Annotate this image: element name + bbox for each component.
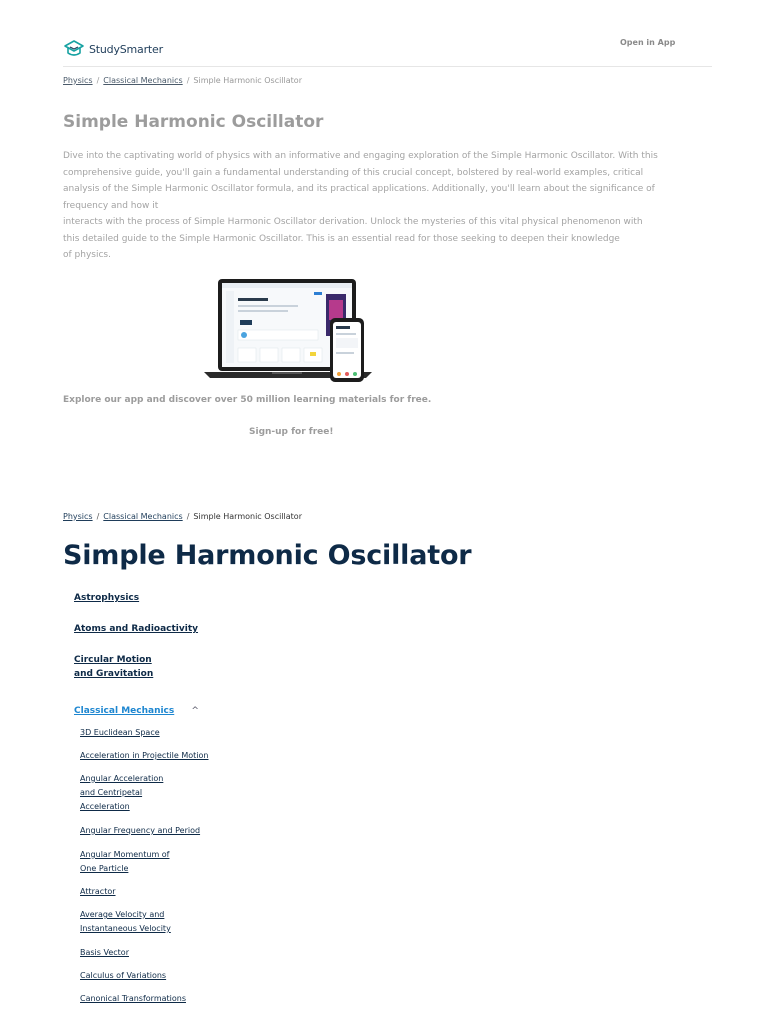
subtopic-label: and Centripetal: [80, 788, 143, 797]
breadcrumb-separator: /: [186, 512, 190, 521]
subtopic-label: Attractor: [80, 887, 116, 896]
subtopic-label: Instantaneous Velocity: [80, 924, 171, 933]
breadcrumb-separator: /: [96, 76, 100, 85]
subtopic-label: One Particle: [80, 864, 129, 873]
topic-label: Atoms and Radioactivity: [74, 624, 199, 634]
breadcrumb-separator: /: [186, 76, 190, 85]
topic-label: Astrophysics: [74, 593, 140, 603]
intro-line: comprehensive guide, you'll gain a fundamental understanding of this crucial concept, bolstered by real-world examples, critical: [63, 167, 644, 178]
topic-circular-motion[interactable]: [74, 653, 153, 681]
subtopic-label: 3D Euclidean Space: [80, 728, 160, 737]
subtopic-label: Acceleration: [80, 802, 130, 811]
subtopic-angular-acceleration[interactable]: [80, 772, 163, 814]
intro-line: Dive into the captivating world of physics with an informative and engaging exploration of the Simple Harmonic Oscillator. With this: [63, 151, 658, 161]
subtopic-label: Angular Acceleration: [80, 774, 164, 783]
subtopic-label: Average Velocity and: [80, 910, 165, 919]
topic-classical-mechanics-row: [74, 698, 199, 718]
subtopic-angular-momentum[interactable]: [80, 848, 169, 876]
signup-button[interactable]: Sign-up for free!: [249, 427, 334, 437]
topic-label: Circular Motion: [74, 655, 152, 665]
subtopic-basis-vector[interactable]: [80, 946, 129, 960]
breadcrumb-link-physics[interactable]: Physics: [63, 76, 93, 85]
intro-line: interacts with the process of Simple Harmonic Oscillator derivation. Unlock the mysteries of this vital physical phenomenon with: [63, 217, 643, 227]
app-devices-illustration: [202, 278, 374, 384]
intro-line: of physics.: [63, 250, 111, 260]
subtopic-acceleration-projectile-motion[interactable]: [80, 749, 209, 763]
topic-atoms-and-radioactivity[interactable]: [74, 622, 198, 636]
subtopic-angular-frequency-period[interactable]: [80, 824, 200, 838]
subtopic-label: Angular Frequency and Period: [80, 826, 201, 835]
intro-line: analysis of the Simple Harmonic Oscillator formula, and its practical applications. Additionally, you'll learn about the significance of: [63, 184, 655, 194]
chevron-up-icon[interactable]: ^: [191, 706, 199, 716]
topic-classical-mechanics[interactable]: Classical Mechanics: [74, 706, 175, 716]
subtopic-3d-euclidean-space[interactable]: [80, 726, 160, 740]
subtopic-calculus-of-variations[interactable]: [80, 969, 166, 983]
topic-label: and Gravitation: [74, 669, 154, 679]
breadcrumb-separator: /: [96, 512, 100, 521]
breadcrumb-top: [63, 76, 302, 85]
explore-text: Explore our app and discover over 50 million learning materials for free.: [63, 395, 432, 405]
subtopic-label: Angular Momentum of: [80, 850, 170, 859]
studysmarter-logo[interactable]: [63, 39, 163, 59]
subtopic-label: Canonical Transformations: [80, 994, 186, 1003]
page-title: Simple Harmonic Oscillator: [63, 540, 472, 571]
intro-line: this detailed guide to the Simple Harmonic Oscillator. This is an essential read for those seeking to deepen their knowledge: [63, 233, 620, 244]
breadcrumb-link-classical-mechanics[interactable]: Classical Mechanics: [103, 76, 183, 85]
intro-line: frequency and how it: [63, 200, 159, 211]
hero-intro: [63, 148, 708, 264]
brand-name: StudySmarter: [89, 42, 163, 56]
breadcrumb-link-classical-mechanics[interactable]: Classical Mechanics: [103, 512, 183, 521]
breadcrumb-link-physics[interactable]: Physics: [63, 512, 93, 521]
subtopic-label: Calculus of Variations: [80, 971, 167, 980]
subtopic-average-velocity[interactable]: [80, 908, 171, 936]
open-in-app-link[interactable]: Open in App: [620, 38, 676, 47]
header-divider: [63, 66, 712, 67]
breadcrumb-current: Simple Harmonic Oscillator: [193, 512, 302, 521]
hero-title: Simple Harmonic Oscillator: [63, 112, 324, 132]
subtopic-label: Acceleration in Projectile Motion: [80, 751, 209, 760]
graduation-cap-icon: [63, 39, 85, 59]
subtopic-attractor[interactable]: [80, 885, 116, 899]
subtopic-canonical-transformations[interactable]: [80, 992, 186, 1006]
subtopic-label: Basis Vector: [80, 948, 129, 957]
site-header: [0, 0, 768, 67]
breadcrumb-main: [63, 512, 302, 521]
breadcrumb-current: Simple Harmonic Oscillator: [193, 76, 302, 85]
topic-astrophysics[interactable]: [74, 591, 139, 605]
